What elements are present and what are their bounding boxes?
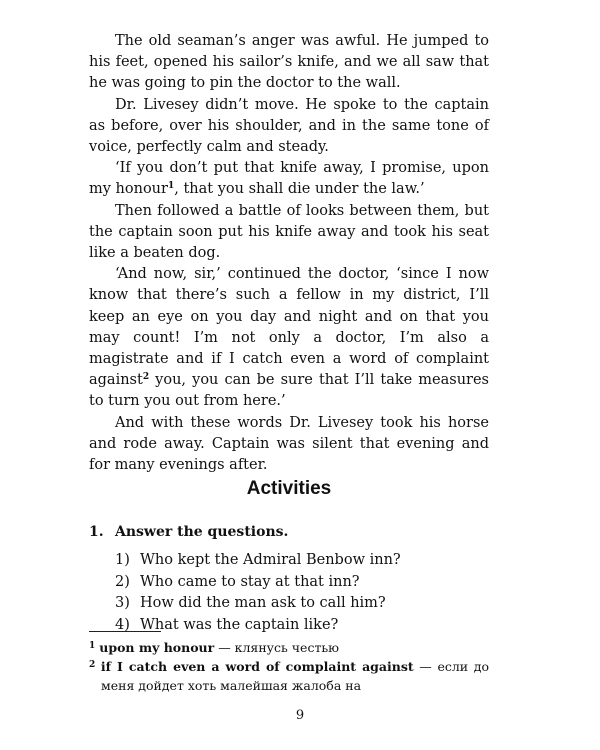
task-title-text: Answer the questions.	[115, 524, 289, 540]
question-text: How did the man ask to call him?	[140, 595, 386, 611]
footnote	[89, 638, 489, 657]
footnote	[89, 657, 489, 695]
question-item	[115, 593, 401, 615]
question-item	[115, 615, 401, 637]
story-paragraph	[89, 264, 489, 412]
footnote-mark: 2	[142, 372, 150, 383]
question-item	[115, 572, 401, 594]
story-text-segment: you, you can be sure that I’ll take measures to turn you out from here.’	[89, 372, 489, 410]
question-number: 3)	[115, 595, 130, 611]
task-title	[89, 524, 288, 540]
activities-heading: Activities	[246, 478, 332, 499]
footnote-term: if I catch even a word of complaint against	[100, 659, 414, 674]
story-text-segment: ‘And now, sir,’ continued the doctor, ‘since I now know that there’s such a fellow in my district, I’ll keep an eye on you day and night and on that you may count! I’m not only a doctor, I’m also a magistrate and if I catch even a word of complaint against	[89, 266, 489, 389]
footnote-mark: 1	[167, 181, 175, 192]
story-text-segment: , that you shall die under the law.’	[174, 181, 425, 198]
footnotes	[89, 638, 489, 695]
task-number: 1.	[89, 524, 104, 540]
story-paragraph: Dr. Livesey didn’t move. He spoke to the captain as before, over his shoulder, and in the same tone of voice, perfectly calm and steady.	[89, 96, 489, 156]
story-paragraph: Then followed a battle of looks between them, but the captain soon put his knife away and took his seat like a beaten dog.	[89, 202, 489, 262]
question-list	[115, 550, 401, 636]
footnote-translation: — клянусь честью	[214, 640, 340, 655]
footnote-number: 2	[89, 660, 96, 670]
question-number: 2)	[115, 573, 130, 590]
story-text-segment: ‘If you don’t put that knife away, I promise, upon my honour	[89, 160, 489, 198]
story-text	[89, 31, 489, 476]
footnote-number: 1	[89, 641, 96, 651]
story-paragraph: And with these words Dr. Livesey took his horse and rode away. Captain was silent that evening and for many evenings after.	[89, 414, 489, 474]
question-text: What was the captain like?	[140, 616, 339, 633]
footnote-divider	[89, 631, 161, 632]
footnote-term: upon my honour	[99, 640, 215, 655]
footnote-translation: — если до меня дойдет хоть малейшая жалоба на	[101, 659, 489, 693]
question-item	[115, 550, 401, 572]
question-text: Who came to stay at that inn?	[140, 573, 360, 590]
page-number: 9	[295, 708, 305, 723]
question-number: 4)	[115, 616, 130, 633]
question-text: Who kept the Admiral Benbow inn?	[140, 552, 401, 568]
question-number: 1)	[115, 552, 130, 568]
story-paragraph: The old seaman’s anger was awful. He jumped to his feet, opened his sailor’s knife, and we all saw that he was going to pin the doctor to the wall.	[89, 33, 489, 92]
story-paragraph	[89, 158, 489, 200]
